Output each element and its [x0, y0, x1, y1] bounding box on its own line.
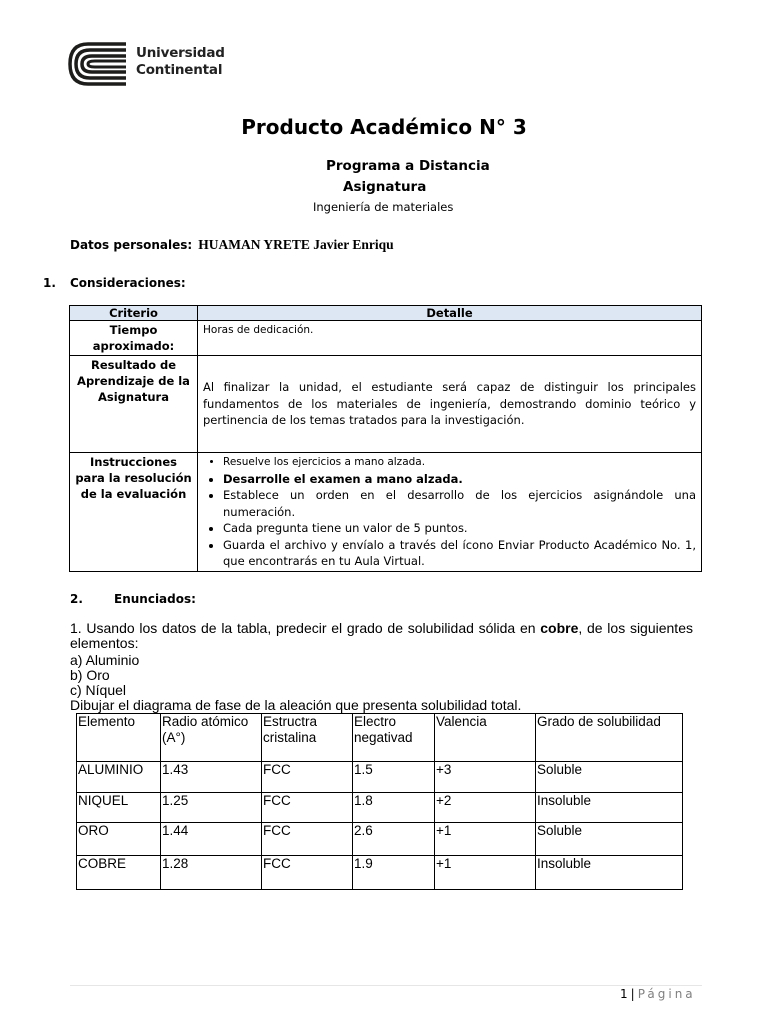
list-item: • Resuelve los ejercicios a mano alzada.: [223, 454, 696, 471]
header-cell: Radio atómico (A°): [161, 714, 262, 762]
criterion-cell: Resultado de Aprendizaje de la Asignatura: [70, 356, 198, 453]
table-cell: FCC: [262, 762, 353, 793]
header-cell: Elemento: [77, 714, 161, 762]
header-detalle: Detalle: [198, 306, 702, 321]
criterion-cell: Tiempo aproximado:: [70, 321, 198, 356]
table-row: [77, 856, 683, 890]
table-cell: Soluble: [536, 823, 683, 856]
detail-cell: Horas de dedicación.: [198, 321, 702, 356]
criterion-cell: Instrucciones para la resolución de la evaluación: [70, 453, 198, 572]
table-cell: +2: [435, 793, 536, 823]
considerations-table: [69, 305, 702, 572]
table-cell: +1: [435, 823, 536, 856]
table-cell: 1.25: [161, 793, 262, 823]
program-label: Programa a Distancia: [326, 158, 490, 174]
table-cell: 1.5: [353, 762, 435, 793]
question-text-before: 1. Usando los datos de la tabla, predecir el grado de solubilidad sólida en: [70, 620, 541, 636]
document-title: Producto Académico N° 3: [241, 115, 527, 139]
table-cell: +1: [435, 856, 536, 890]
learning-outcome-text: Al finalizar la unidad, el estudiante será capaz de distinguir los principales fundamentos de los materiales de ingeniería, demostrando dominio teórico y pertinencia de los temas tratados para la investigación.: [203, 380, 696, 428]
considerations-header-row: [70, 306, 702, 321]
table-cell: +3: [435, 762, 536, 793]
list-item: • Desarrolle el examen a mano alzada.: [223, 471, 696, 488]
table-cell: FCC: [262, 856, 353, 890]
option-a: a) Aluminio: [70, 652, 140, 668]
table-row: [70, 356, 702, 453]
course-name: Ingeniería de materiales: [313, 200, 454, 214]
table-cell: 2.6: [353, 823, 435, 856]
table-cell: 1.44: [161, 823, 262, 856]
list-item: • Guarda el archivo y envíalo a través del ícono Enviar Producto Académico No. 1, que encontrarás en tu Aula Virtual.: [223, 537, 696, 570]
footer-separator: |: [630, 987, 635, 1001]
table-row: [77, 823, 683, 856]
page-footer: [620, 987, 696, 1001]
table-row: [77, 762, 683, 793]
table-cell: Insoluble: [536, 856, 683, 890]
header-cell: Electro negativad: [353, 714, 435, 762]
logo-line2: Continental: [136, 62, 223, 78]
table-row: [70, 453, 702, 572]
header-criterio: Criterio: [70, 306, 198, 321]
elements-table: [76, 713, 683, 890]
section-2-heading: [70, 592, 196, 606]
university-logo: [68, 42, 238, 86]
footer-divider: [70, 985, 702, 986]
table-cell: COBRE: [77, 856, 161, 890]
table-cell: 1.9: [353, 856, 435, 890]
table-cell: 1.28: [161, 856, 262, 890]
table-row: [70, 321, 702, 356]
continental-logo-icon: [68, 42, 130, 86]
detail-cell: [198, 356, 702, 453]
section-1-number: 1.: [43, 276, 56, 290]
question-text-after: , de los siguientes elementos:: [70, 620, 693, 651]
option-c: c) Níquel: [70, 682, 127, 698]
question-1-text: [70, 621, 693, 651]
option-b: b) Oro: [70, 667, 110, 683]
table-cell: ORO: [77, 823, 161, 856]
elements-header-row: [77, 714, 683, 762]
section-1-title: Consideraciones:: [70, 276, 186, 290]
page-number: 1: [620, 987, 628, 1001]
section-2-number: 2.: [70, 592, 83, 606]
header-cell: Grado de solubilidad: [536, 714, 683, 762]
list-item: • Establece un orden en el desarrollo de los ejercicios asignándole una numeración.: [223, 487, 696, 520]
page-word: Página: [637, 987, 696, 1001]
list-item: • Cada pregunta tiene un valor de 5 puntos.: [223, 520, 696, 537]
detail-cell: [198, 453, 702, 572]
table-cell: FCC: [262, 793, 353, 823]
subject-label: Asignatura: [343, 179, 427, 195]
table-cell: FCC: [262, 823, 353, 856]
section-1-heading: [43, 276, 186, 290]
question-bold-word: cobre: [540, 620, 579, 636]
table-cell: ALUMINIO: [77, 762, 161, 793]
header-cell: Valencia: [435, 714, 536, 762]
table-cell: Soluble: [536, 762, 683, 793]
personal-data-label: Datos personales:: [70, 238, 193, 252]
personal-data: [70, 237, 394, 253]
diagram-instruction: Dibujar el diagrama de fase de la aleación que presenta solubilidad total.: [70, 697, 522, 713]
instructions-list: [203, 454, 696, 570]
table-cell: 1.8: [353, 793, 435, 823]
logo-line1: Universidad: [136, 45, 225, 61]
logo-text: [136, 45, 225, 79]
section-2-title: Enunciados:: [114, 592, 196, 606]
table-cell: Insoluble: [536, 793, 683, 823]
table-row: [77, 793, 683, 823]
table-cell: 1.43: [161, 762, 262, 793]
table-cell: NIQUEL: [77, 793, 161, 823]
header-cell: Estructra cristalina: [262, 714, 353, 762]
student-name: HUAMAN YRETE Javier Enriqu: [198, 237, 394, 252]
